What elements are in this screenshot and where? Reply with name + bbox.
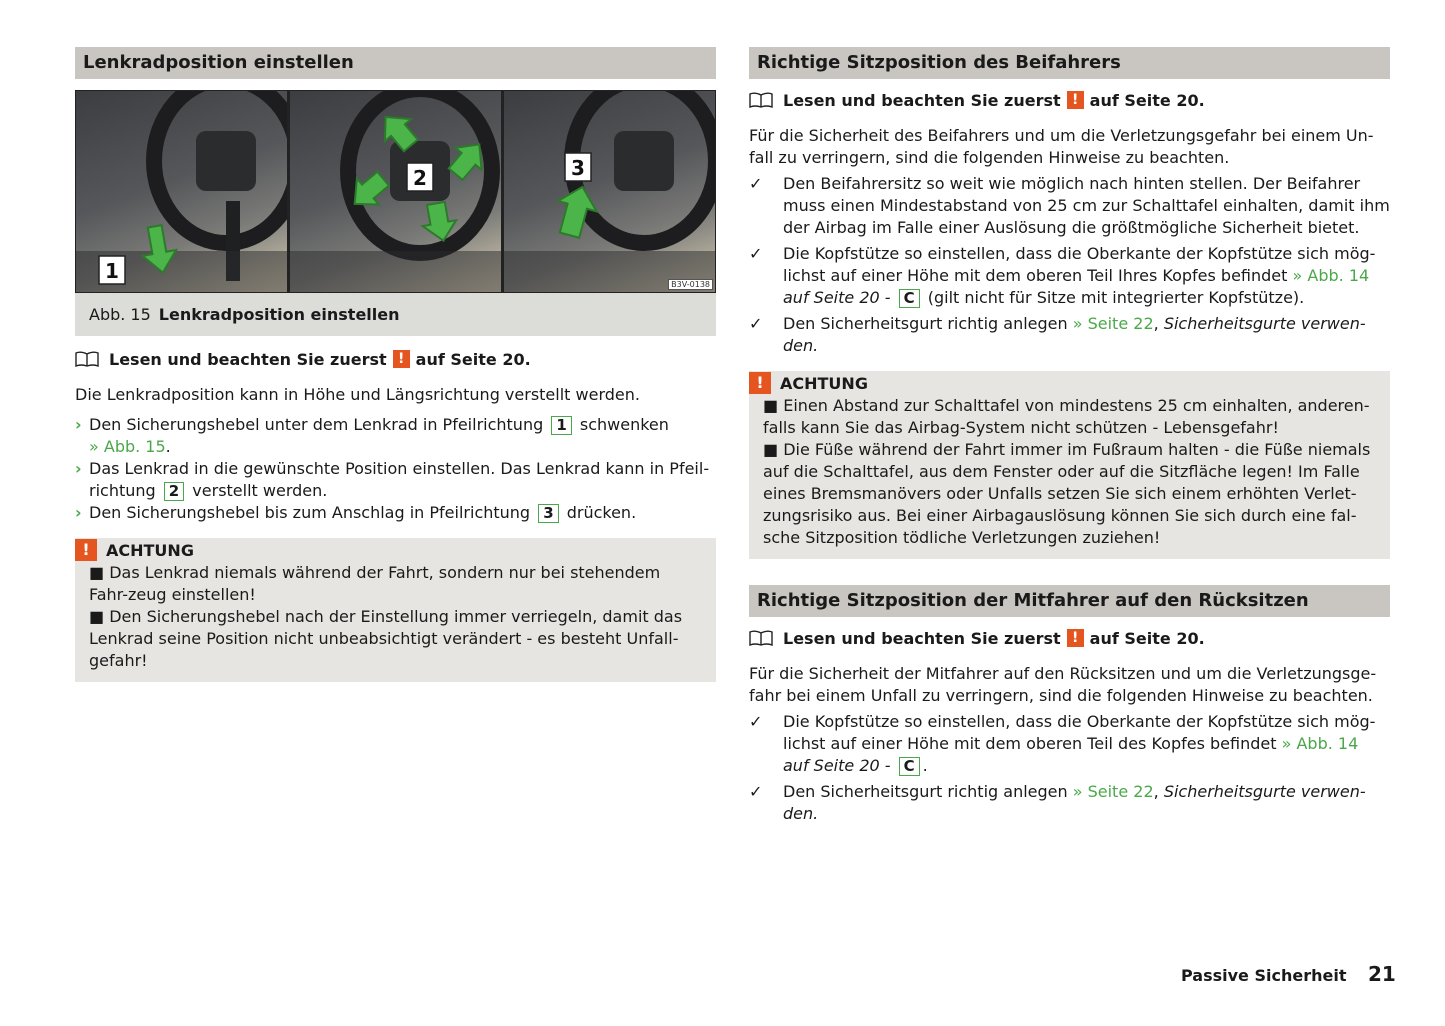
left-column [75, 47, 716, 682]
chevron-icon: › [75, 415, 82, 434]
step-item [75, 502, 716, 524]
read-first-note [749, 627, 1390, 649]
check-item [749, 711, 1390, 777]
intro-text: Die Lenkradposition kann in Höhe und Längsrichtung verstellt werden. [75, 385, 640, 404]
steering-wheel-illustration-2 [290, 91, 501, 292]
checklist [749, 173, 1390, 357]
checklist [749, 711, 1390, 825]
check-text: , [1153, 314, 1159, 333]
intro-text: Für die Sicherheit des Beifahrers und um die Verletzungsgefahr bei einem Un-fall zu verringern, sind die folgenden Hinweise zu beachten. [749, 126, 1374, 167]
step-number-3: 3 [538, 504, 558, 523]
check-icon: ✓ [749, 782, 763, 801]
check-icon: ✓ [749, 314, 763, 333]
check-icon: ✓ [749, 712, 763, 731]
section-title: Richtige Sitzposition des Beifahrers [749, 47, 1390, 79]
warning-line: ■ Die Füße während der Fahrt immer im Fußraum halten - die Füße niemals auf die Schalttafel, aus dem Fenster oder auf die Sitzfläche legen! Im Falle eines Bremsmanövers oder Unfalls setzen Sie sich einem erhöhten Verlet-zungsrisiko aus. Bei einer Airbagauslösung können Sie sich durch eine fal-sche Sitzposition tödliche Verletzungen zuziehen! [763, 440, 1371, 547]
check-text: Die Kopfstütze so einstellen, dass die Oberkante der Kopfstütze sich mög-lichst auf einer Höhe mit dem oberen Teil Ihres Kopfes befindet [783, 244, 1376, 285]
intro-text: Für die Sicherheit der Mitfahrer auf den Rücksitzen und um die Verletzungsge-fahr bei einem Unfall zu verringern, sind die folgenden Hinweise zu beachten. [749, 664, 1377, 705]
check-item [749, 243, 1390, 309]
check-text: Sicherheitsgurte verwen-den. [783, 782, 1366, 823]
warning-icon: ! [75, 539, 97, 561]
right-column [749, 47, 1390, 829]
warning-header [75, 538, 702, 562]
book-icon [75, 351, 99, 367]
section-title: Richtige Sitzposition der Mitfahrer auf den Rücksitzen [749, 585, 1390, 617]
step-text: Das Lenkrad in die gewünschte Position einstellen. Das Lenkrad kann in Pfeil-richtung [89, 459, 710, 500]
read-first-text: Lesen und beachten Sie zuerst [783, 628, 1061, 648]
read-first-page-link[interactable]: auf Seite 20. [415, 349, 531, 369]
warning-text [763, 395, 1376, 549]
figure-label-3: 3 [571, 156, 585, 180]
page-link[interactable]: » Seite 22 [1072, 782, 1154, 801]
step-text: Den Sicherungshebel bis zum Anschlag in Pfeilrichtung [89, 503, 531, 522]
book-icon [749, 630, 773, 646]
check-text: Den Beifahrersitz so weit wie möglich nach hinten stellen. Der Beifahrer muss einen Mindestabstand von 25 cm zur Schalttafel einhalten, damit ihm der Airbag im Falle einer Auslösung die größtmögliche Sicherheit bietet. [783, 174, 1390, 237]
figure-caption [75, 293, 716, 336]
read-first-note [75, 348, 716, 370]
read-first-text: Lesen und beachten Sie zuerst [783, 90, 1061, 110]
read-first-note [749, 89, 1390, 111]
read-first-text: Lesen und beachten Sie zuerst [109, 349, 387, 369]
check-text: . [922, 756, 928, 775]
check-text: auf Seite 20 - [783, 288, 891, 307]
figure-link[interactable]: » Abb. 14 [1281, 734, 1359, 753]
step-text: schwenken [579, 415, 669, 434]
step-number-2: 2 [164, 482, 184, 501]
check-text: auf Seite 20 - [783, 756, 891, 775]
warning-line: ■ Einen Abstand zur Schalttafel von mindestens 25 cm einhalten, anderen-falls kann Sie das Airbag-System nicht schützen - Lebensgefahr! [763, 396, 1370, 437]
figure-images [75, 90, 716, 293]
chevron-icon: › [75, 459, 82, 478]
check-text: Den Sicherheitsgurt richtig anlegen [783, 314, 1068, 333]
step-item [75, 414, 716, 458]
check-text: Die Kopfstütze so einstellen, dass die Oberkante der Kopfstütze sich mög-lichst auf einer Höhe mit dem oberen Teil des Kopfes befindet [783, 712, 1376, 753]
warning-icon: ! [1067, 91, 1084, 109]
caption-number: Abb. 15 [89, 305, 151, 324]
warning-line: ■ Das Lenkrad niemals während der Fahrt, sondern nur bei stehendem Fahr-zeug einstellen! [89, 563, 661, 604]
page-number: 21 [1368, 962, 1396, 986]
steering-wheel-illustration-1 [76, 91, 287, 292]
check-text: , [1153, 782, 1159, 801]
check-item [749, 781, 1390, 825]
step-item [75, 458, 716, 502]
check-item [749, 313, 1390, 357]
warning-icon: ! [1067, 629, 1084, 647]
warning-line: ■ Den Sicherungshebel nach der Einstellung immer verriegeln, damit das Lenkrad seine Position nicht unbeabsichtigt verändert - es besteht Unfall-gefahr! [89, 607, 683, 670]
read-first-page-link[interactable]: auf Seite 20. [1089, 628, 1205, 648]
check-text: Sicherheitsgurte verwen-den. [783, 314, 1366, 355]
figure [75, 90, 716, 336]
figure-part-label: C [899, 757, 920, 776]
figure-panel-2 [290, 91, 501, 292]
step-text: Den Sicherungshebel unter dem Lenkrad in Pfeilrichtung [89, 415, 544, 434]
warning-header [749, 371, 1376, 395]
step-number-1: 1 [551, 416, 571, 435]
warning-icon: ! [749, 372, 771, 394]
check-icon: ✓ [749, 244, 763, 263]
figure-panel-3 [504, 91, 715, 292]
warning-text [89, 562, 702, 672]
step-text: . [165, 437, 171, 456]
figure-panel-1 [76, 91, 287, 292]
step-text: drücken. [566, 503, 637, 522]
chevron-icon: › [75, 503, 82, 522]
check-icon: ✓ [749, 174, 763, 193]
check-item [749, 173, 1390, 239]
warning-box [749, 371, 1390, 559]
warning-title: ACHTUNG [106, 540, 194, 560]
caption-title: Lenkradposition einstellen [158, 305, 400, 324]
figure-label-1: 1 [105, 259, 119, 283]
book-icon [749, 92, 773, 108]
check-text: (gilt nicht für Sitze mit integrierter Kopfstütze). [927, 288, 1305, 307]
step-text: verstellt werden. [192, 481, 328, 500]
section-title: Lenkradposition einstellen [75, 47, 716, 79]
steering-wheel-illustration-3 [504, 91, 715, 292]
check-text: Den Sicherheitsgurt richtig anlegen [783, 782, 1068, 801]
read-first-page-link[interactable]: auf Seite 20. [1089, 90, 1205, 110]
warning-box [75, 538, 716, 682]
warning-title: ACHTUNG [780, 373, 868, 393]
steps-list [75, 414, 716, 524]
figure-link[interactable]: » Abb. 14 [1292, 266, 1370, 285]
figure-part-label: C [899, 289, 920, 308]
figure-code: B3V-0138 [668, 279, 713, 290]
page-link[interactable]: » Seite 22 [1072, 314, 1154, 333]
figure-label-2: 2 [413, 166, 427, 190]
figure-link[interactable]: » Abb. 15 [89, 437, 166, 456]
warning-icon: ! [393, 350, 410, 368]
footer-chapter-title: Passive Sicherheit [1181, 966, 1347, 985]
